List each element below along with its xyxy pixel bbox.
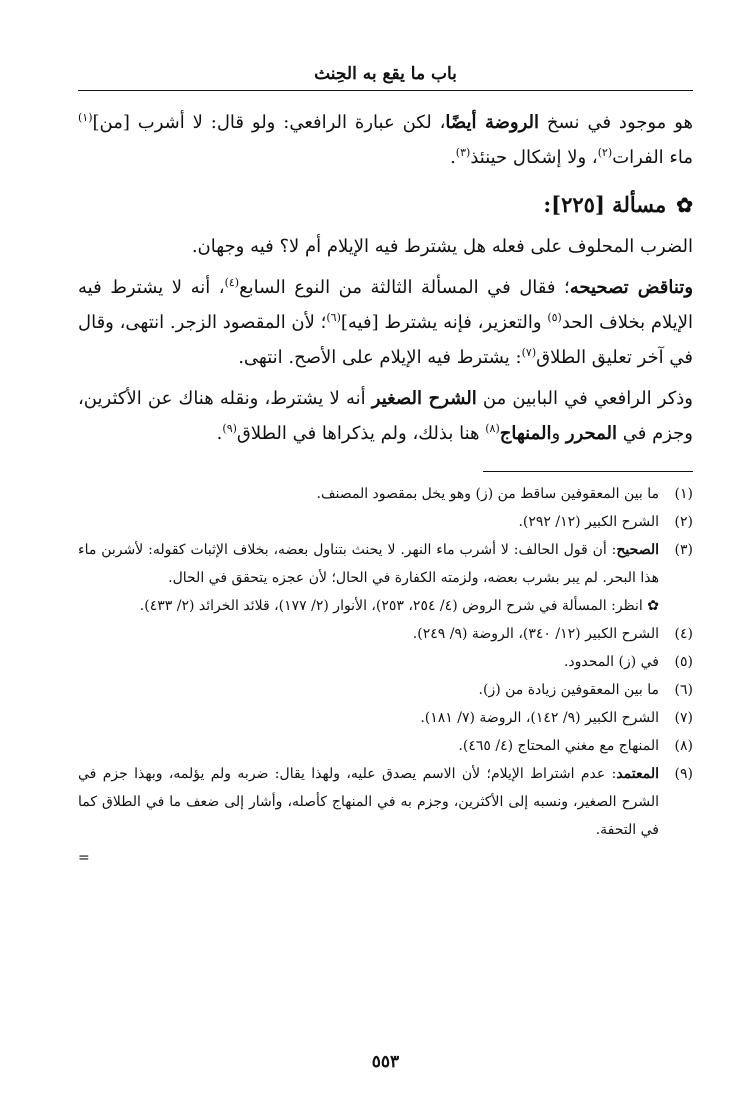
footnote-1 — [78, 480, 693, 508]
footnote-number: (٤) — [674, 626, 693, 642]
text-run: هنا بذلك، ولم يذكراها في الطلاق — [236, 423, 486, 444]
flower-icon: ✿ — [676, 193, 693, 217]
footnote-text: الشرح الكبير (١٢/ ٣٤٠)، الروضة (٩/ ٢٤٩). — [412, 626, 659, 642]
text-run: : يشترط فيه الإيلام على الأصح. انتهى. — [238, 347, 522, 368]
footnote-number: (٢) — [674, 514, 693, 530]
footnote-2 — [78, 508, 693, 536]
section-heading-label: مسألة [٢٢٥]: — [543, 192, 667, 217]
text-run: ؛ فقال في المسألة الثالثة من النوع السابع — [239, 277, 570, 298]
page — [78, 62, 693, 1072]
footnote-ref[interactable]: (٥) — [547, 311, 562, 324]
continuation-mark: = — [78, 850, 90, 866]
footnote-8 — [78, 732, 693, 760]
footnote-number: (٦) — [674, 682, 693, 698]
text-run: ، أنه لا يشترط فيه الإيلام بخلاف الحد — [78, 277, 694, 333]
footnote-ref[interactable]: (٩) — [222, 422, 237, 435]
footnote-ref[interactable]: (٣) — [455, 146, 471, 159]
text-run: أنه لا يشترط، ونقله هناك عن الأكثرين، وجزم في — [78, 388, 693, 444]
footnote-ref[interactable]: (٦) — [326, 311, 341, 324]
footnote-text: الشرح الكبير (١٢/ ٢٩٢). — [518, 514, 659, 530]
footnote-number: (٩) — [674, 766, 693, 782]
footnote-body: : عدم اشتراط الإيلام؛ لأن الاسم يصدق عليه، ولهذا يقال: ضربه ولم يؤلمه، وبهذا جزم في الشرح الصغير، ونسبه إلى الأكثرين، وجزم به في المنهاج كأصله، وأشار إلى ضعف ما في الطلاق كما في التحفة. — [78, 766, 659, 838]
footnote-number: (٨) — [674, 738, 693, 754]
footnote-body: : أن قول الحالف: لا أشرب ماء النهر. لا يحنث بتناول بعضه، بخلاف الإثبات كقوله: لأشربن ماء هذا البحر. لم يبر بشرب بعضه، ولزمته الكفارة في الحال؛ لأن عجزه يتحقق في الحال. — [78, 542, 659, 586]
paragraph-1 — [78, 105, 693, 175]
footnote-ref[interactable]: (١) — [78, 111, 93, 124]
running-head: باب ما يقع به الحِنث — [78, 62, 693, 91]
section-heading — [78, 187, 693, 223]
bold-title: الشرح الصغير — [371, 388, 477, 409]
footnote-number: (٣) — [674, 542, 693, 558]
footnote-text: المنهاج مع مغني المحتاج (٤/ ٤٦٥). — [458, 738, 659, 754]
footnote-text: في (ز) المحدود. — [563, 654, 659, 670]
text-run: وذكر الرافعي في البابين من — [476, 388, 693, 409]
bold-title: المحرر — [565, 423, 618, 444]
bold-title: المنهاج — [499, 423, 552, 444]
footnote-ref[interactable]: (٨) — [485, 422, 500, 435]
footnote-head: المعتمد — [616, 766, 659, 782]
footnote-divider — [483, 471, 693, 472]
paragraph-2: الضرب المحلوف على فعله هل يشترط فيه الإيلام أم لا؟ فيه وجهان. — [191, 236, 693, 257]
text-run: و — [551, 423, 566, 444]
footnote-9 — [78, 760, 693, 872]
footnotes — [78, 480, 693, 872]
footnote-4 — [78, 620, 693, 648]
footnote-number: (٧) — [674, 710, 693, 726]
footnote-ref[interactable]: (٤) — [224, 276, 240, 289]
text-run: . — [450, 147, 456, 168]
paragraph-3 — [78, 270, 693, 375]
footnote-7 — [78, 704, 693, 732]
footnote-number: (٥) — [674, 654, 693, 670]
footnote-head: الصحيح — [616, 542, 659, 558]
footnote-ref[interactable]: (٢) — [597, 146, 613, 159]
text-run: والتعزير، فإنه يشترط [فيه] — [340, 312, 548, 333]
main-text — [78, 105, 693, 451]
page-number: ٥٥٣ — [371, 1052, 400, 1072]
text-run: ، لكن عبارة الرافعي: ولو قال: لا أشرب [من] — [92, 112, 446, 133]
footnote-6 — [78, 676, 693, 704]
footnote-number: (١) — [674, 486, 693, 502]
bold-title: وتناقض تصحيحه — [569, 277, 694, 298]
footnote-text — [78, 536, 659, 620]
footnote-text — [78, 760, 659, 872]
footnote-5 — [78, 648, 693, 676]
text-run: ؛ لأن المقصود الزجر. انتهى، وقال في آخر تعليق الطلاق — [78, 312, 693, 368]
paragraph-4 — [78, 381, 693, 451]
bold-title: الروضة أيضًا — [445, 112, 539, 133]
text-run: ، ولا إشكال حينئذ — [470, 147, 598, 168]
text-run: هو موجود في نسخ — [538, 112, 693, 133]
footnote-text: الشرح الكبير (٩/ ١٤٢)، الروضة (٧/ ١٨١). — [420, 710, 659, 726]
footnote-text: ما بين المعقوفين ساقط من (ز) وهو يخل بمقصود المصنف. — [316, 486, 659, 502]
footnote-text: ما بين المعقوفين زيادة من (ز). — [478, 682, 659, 698]
footnote-ref[interactable]: (٧) — [521, 346, 537, 359]
text-run: . — [216, 423, 223, 444]
footnote-3 — [78, 536, 693, 620]
text-run: ماء الفرات — [612, 147, 693, 168]
footnote-reference-list: ✿ انظر: المسألة في شرح الروض (٤/ ٢٥٤، ٢٥٣)، الأنوار (٢/ ١٧٧)، قلائد الخرائد (٢/ ٤٣٣). — [139, 598, 659, 614]
